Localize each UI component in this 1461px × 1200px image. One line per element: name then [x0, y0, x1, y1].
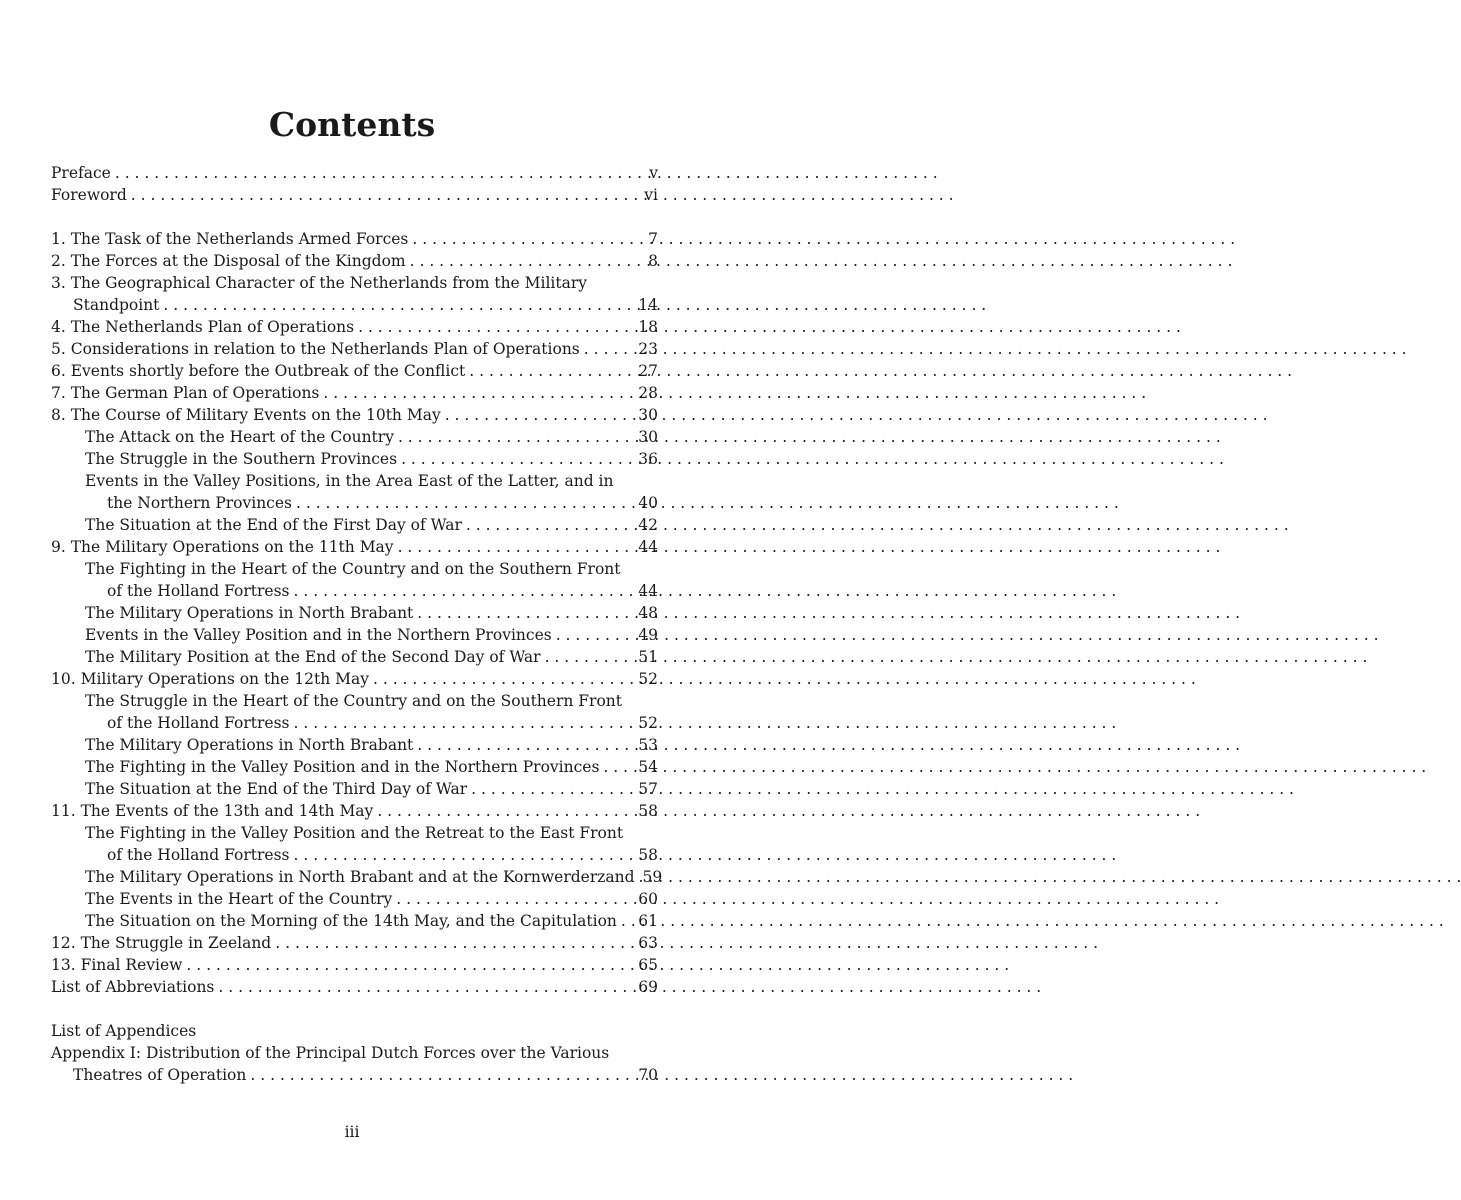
toc-entry-4-the-netherlands-plan-of-operations	[51, 316, 658, 338]
toc-page-number: 27	[638, 362, 658, 380]
toc-entry-the-fighting-in-the-valley-position-and-the-retr	[51, 822, 658, 844]
spacer	[51, 206, 658, 228]
toc-page-number: 40	[638, 494, 658, 512]
toc-entry-title: the Northern Provinces	[107, 494, 292, 512]
toc-entry-title: of the Holland Fortress	[107, 582, 290, 600]
dot-leader	[394, 536, 635, 558]
toc-page-number: 42	[638, 516, 658, 534]
toc-entry-title: 11. The Events of the 13th and 14th May	[51, 802, 374, 820]
toc-entry-title: 8. The Course of Military Events on the 10th May	[51, 406, 441, 424]
toc-entry-the-fighting-in-the-heart-of-the-country-and-on--cont	[51, 580, 658, 602]
toc-entry-list-of-abbreviations	[51, 976, 658, 998]
toc-entry-8-the-course-of-military-events-on-the-10th-may	[51, 404, 658, 426]
toc-entry-the-situation-at-the-end-of-the-third-day-of-war	[51, 778, 658, 800]
toc-entry-7-the-german-plan-of-operations	[51, 382, 658, 404]
toc-page-number: 51	[638, 648, 658, 666]
toc-page-number: 28	[638, 384, 658, 402]
toc-entry-title: The Military Operations in North Brabant and at the Kornwerderzand	[85, 868, 635, 886]
toc-entry-title: Appendix I: Distribution of the Principal Dutch Forces over the Various	[51, 1044, 610, 1062]
toc-page-number: 49	[638, 626, 658, 644]
dot-leader	[465, 360, 634, 382]
toc-entry-title: The Attack on the Heart of the Country	[85, 428, 394, 446]
toc-entry-title: 9. The Military Operations on the 11th May	[51, 538, 394, 556]
toc-entry-6-events-shortly-before-the-outbreak-of-the-conf	[51, 360, 658, 382]
toc-entry-title: 4. The Netherlands Plan of Operations	[51, 318, 355, 336]
toc-entry-title: Preface	[51, 164, 111, 182]
toc-entry-the-struggle-in-the-heart-of-the-country-and-on--cont	[51, 712, 658, 734]
dot-leader	[599, 756, 634, 778]
toc-entry-the-fighting-in-the-heart-of-the-country-and-on-	[51, 558, 658, 580]
toc-entry-title: 12. The Struggle in Zeeland	[51, 934, 272, 952]
toc-entry-appendix-i-distribution-of-the-principal-dutch-f-cont	[51, 1064, 658, 1086]
toc-page-number: 60	[638, 890, 658, 908]
toc-entry-title: The Military Operations in North Brabant	[85, 604, 414, 622]
toc-entry-title: The Military Position at the End of the Second Day of War	[85, 648, 541, 666]
dot-leader	[541, 646, 635, 668]
toc-entry-title: The Fighting in the Valley Position and in the Northern Provinces	[85, 758, 600, 776]
toc-page-number: 59	[642, 868, 663, 886]
dot-leader	[617, 910, 634, 932]
dot-leader	[319, 382, 634, 404]
dot-leader	[111, 162, 645, 184]
toc-entry-the-struggle-in-the-heart-of-the-country-and-on-	[51, 690, 658, 712]
toc-page-number: 63	[638, 934, 658, 952]
toc-entry-title: The Events in the Heart of the Country	[85, 890, 393, 908]
toc-entry-the-attack-on-the-heart-of-the-country	[51, 426, 658, 448]
toc-page-number: 69	[638, 978, 658, 996]
toc-page-number: 52	[638, 670, 658, 688]
toc-entry-title: Theatres of Operation	[73, 1066, 247, 1084]
dot-leader	[406, 250, 645, 272]
dot-leader	[214, 976, 634, 998]
toc-entry-title: The Fighting in the Heart of the Country and on the Southern Front	[85, 560, 621, 578]
appendices-heading	[51, 1020, 658, 1042]
toc-entry-the-military-operations-in-north-brabant	[51, 602, 658, 624]
dot-leader	[392, 888, 634, 910]
dot-leader	[413, 734, 634, 756]
toc-page-number: 30	[638, 406, 658, 424]
dot-leader	[467, 778, 634, 800]
toc-entry-3-the-geographical-character-of-the-netherlands-	[51, 272, 658, 294]
toc-entry-title: Foreword	[51, 186, 127, 204]
dot-leader	[127, 184, 641, 206]
toc-entry-title: The Struggle in the Southern Provinces	[85, 450, 398, 468]
toc-entry-appendix-i-distribution-of-the-principal-dutch-f	[51, 1042, 658, 1064]
toc-entry-title: List of Abbreviations	[51, 978, 215, 996]
toc-entry-the-military-operations-in-north-brabant-and-at-	[51, 866, 663, 888]
page-title: Contents	[268, 105, 436, 144]
toc-entry-9-the-military-operations-on-the-11th-may	[51, 536, 658, 558]
dot-leader	[552, 624, 635, 646]
toc-entry-10-military-operations-on-the-12th-may	[51, 668, 658, 690]
toc-entry-the-situation-at-the-end-of-the-first-day-of-war	[51, 514, 658, 536]
toc-entry-events-in-the-valley-positions-in-the-area-east--cont	[51, 492, 658, 514]
toc-page-number: 65	[638, 956, 658, 974]
dot-leader	[408, 228, 644, 250]
toc-entry-title: 6. Events shortly before the Outbreak of the Conflict	[51, 362, 466, 380]
toc-entry-title: The Situation at the End of the Third Day of War	[85, 780, 468, 798]
toc-entry-title: List of Appendices	[51, 1022, 197, 1040]
dot-leader	[246, 1064, 634, 1086]
dot-leader	[159, 294, 634, 316]
toc-entry-title: 5. Considerations in relation to the Netherlands Plan of Operations	[51, 340, 580, 358]
toc-entry-title: 1. The Task of the Netherlands Armed Forces	[51, 230, 409, 248]
toc-entry-title: The Fighting in the Valley Position and the Retreat to the East Front	[85, 824, 624, 842]
toc-entry-title: Events in the Valley Position and in the Northern Provinces	[85, 626, 552, 644]
toc-entry-title: The Situation on the Morning of the 14th May, and the Capitulation	[85, 912, 617, 930]
dot-leader	[394, 426, 634, 448]
toc-entry-the-military-operations-in-north-brabant	[51, 734, 658, 756]
toc-entry-title: 3. The Geographical Character of the Netherlands from the Military	[51, 274, 588, 292]
toc-page-number: vi	[644, 186, 658, 204]
toc-entry-title: 2. The Forces at the Disposal of the Kingdom	[51, 252, 406, 270]
document-page	[0, 0, 704, 1200]
toc-entry-the-fighting-in-the-valley-position-and-the-retr-cont	[51, 844, 658, 866]
toc-entry-the-events-in-the-heart-of-the-country	[51, 888, 658, 910]
toc-page-number: 44	[638, 538, 658, 556]
toc-page-number: 8	[648, 252, 658, 270]
dot-leader	[290, 712, 635, 734]
dot-leader	[373, 800, 634, 822]
dot-leader	[462, 514, 634, 536]
toc-page-number: 30	[638, 428, 658, 446]
toc-entry-title: of the Holland Fortress	[107, 714, 290, 732]
dot-leader	[292, 492, 634, 514]
toc-page-number: 58	[638, 846, 658, 864]
toc-entry-title: Standpoint	[73, 296, 160, 314]
toc-page-number: 23	[638, 340, 658, 358]
toc-page-number: 58	[638, 802, 658, 820]
dot-leader	[182, 954, 634, 976]
toc-page-number: 48	[638, 604, 658, 622]
dot-leader	[369, 668, 634, 690]
toc-entry-title: The Struggle in the Heart of the Country and on the Southern Front	[85, 692, 622, 710]
toc-entry-title: 10. Military Operations on the 12th May	[51, 670, 369, 688]
toc-page-number: 61	[638, 912, 658, 930]
dot-leader	[354, 316, 634, 338]
toc-entry-preface	[51, 162, 658, 184]
toc-entry-the-military-position-at-the-end-of-the-second-d	[51, 646, 658, 668]
dot-leader	[290, 844, 635, 866]
toc-page-number: 18	[638, 318, 658, 336]
toc-entry-events-in-the-valley-positions-in-the-area-east-	[51, 470, 658, 492]
dot-leader	[290, 580, 635, 602]
dot-leader	[413, 602, 634, 624]
toc-page-number: 54	[638, 758, 658, 776]
dot-leader	[271, 932, 634, 954]
table-of-contents	[51, 162, 663, 1086]
toc-entry-the-situation-on-the-morning-of-the-14th-may-and	[51, 910, 658, 932]
toc-entry-2-the-forces-at-the-disposal-of-the-kingdom	[51, 250, 658, 272]
toc-page-number: 53	[638, 736, 658, 754]
toc-entry-title: Events in the Valley Positions, in the Area East of the Latter, and in	[85, 472, 614, 490]
dot-leader	[441, 404, 635, 426]
toc-entry-13-final-review	[51, 954, 658, 976]
toc-entry-11-the-events-of-the-13th-and-14th-may	[51, 800, 658, 822]
toc-entry-title: The Military Operations in North Brabant	[85, 736, 414, 754]
toc-entry-the-struggle-in-the-southern-provinces	[51, 448, 658, 470]
toc-page-number: 70	[638, 1066, 658, 1084]
toc-entry-the-fighting-in-the-valley-position-and-in-the-n	[51, 756, 658, 778]
toc-entry-title: 13. Final Review	[51, 956, 183, 974]
toc-page-number: 14	[638, 296, 658, 314]
toc-page-number: 57	[638, 780, 658, 798]
toc-entry-events-in-the-valley-position-and-in-the-norther	[51, 624, 658, 646]
spacer	[51, 998, 658, 1020]
toc-entry-foreword	[51, 184, 658, 206]
toc-entry-5-considerations-in-relation-to-the-netherlands-	[51, 338, 658, 360]
toc-entry-title: The Situation at the End of the First Day of War	[85, 516, 462, 534]
toc-entry-title: of the Holland Fortress	[107, 846, 290, 864]
toc-entry-title: 7. The German Plan of Operations	[51, 384, 320, 402]
toc-entry-3-the-geographical-character-of-the-netherlands--cont	[51, 294, 658, 316]
toc-page-number: v	[649, 164, 658, 182]
toc-page-number: 7	[648, 230, 658, 248]
toc-page-number: 44	[638, 582, 658, 600]
dot-leader	[397, 448, 634, 470]
toc-entry-1-the-task-of-the-netherlands-armed-forces	[51, 228, 658, 250]
page-number: iii	[344, 1123, 360, 1141]
dot-leader	[580, 338, 635, 360]
toc-entry-12-the-struggle-in-zeeland	[51, 932, 658, 954]
toc-page-number: 52	[638, 714, 658, 732]
toc-page-number: 36	[638, 450, 658, 468]
